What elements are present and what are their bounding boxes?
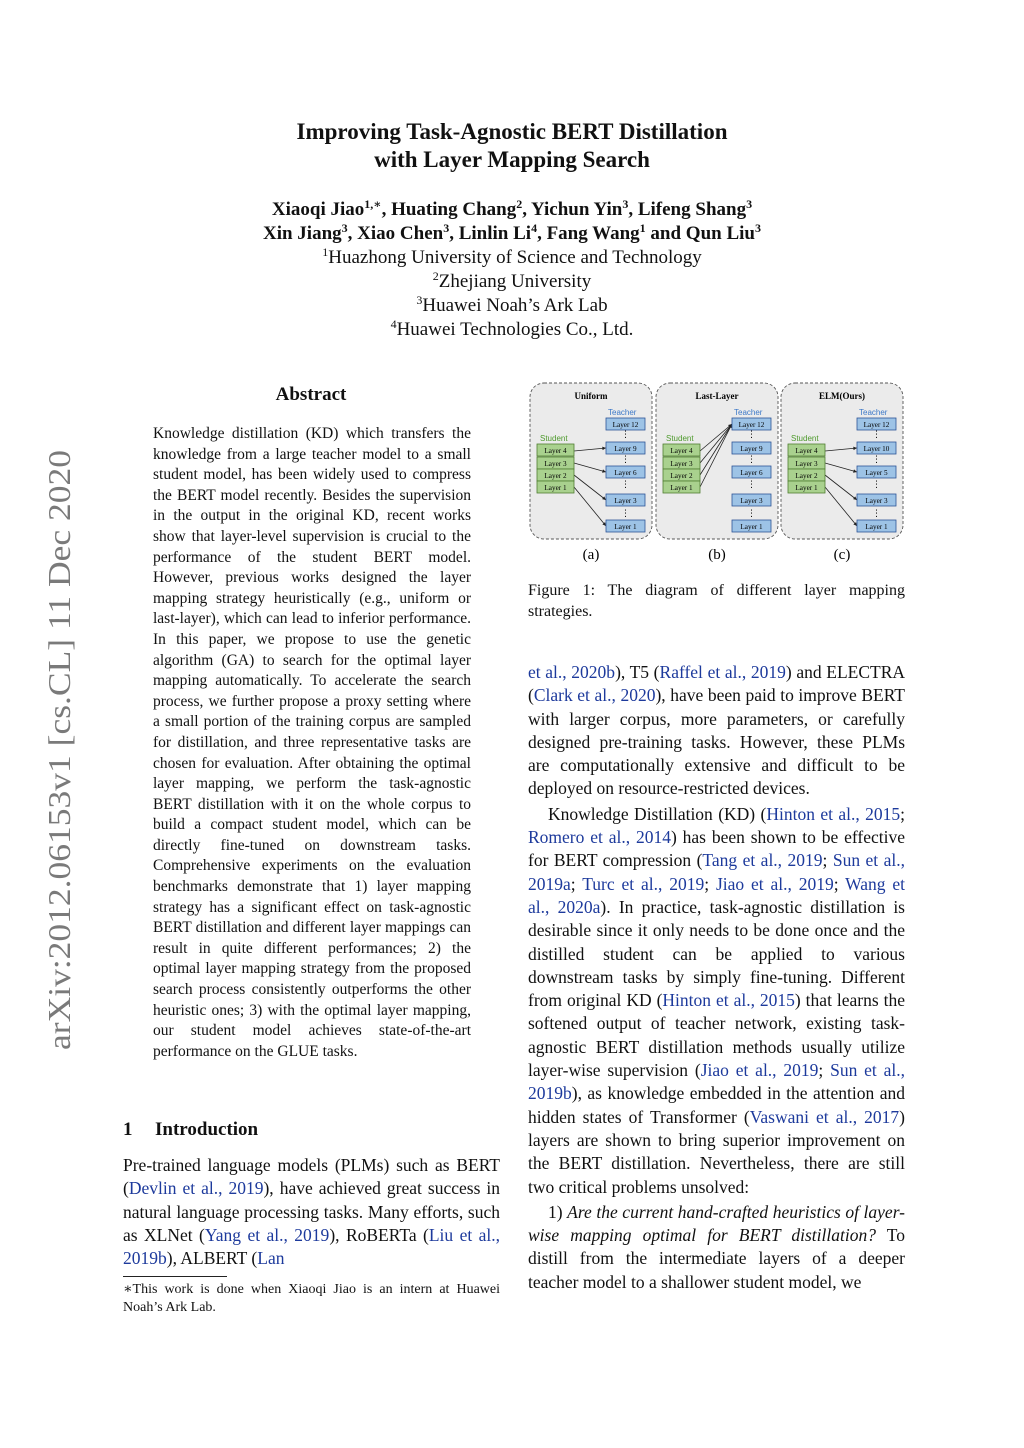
body-text: ) and ELECTRA ( [528, 662, 906, 706]
body-text: ; [570, 873, 583, 894]
student-layer-label: Layer 3 [544, 460, 567, 468]
teacher-layer-label: Layer 1 [865, 523, 888, 531]
author-name: , Fang Wang [537, 223, 640, 244]
ellipsis-dots: ⋮ [621, 455, 630, 465]
footnote-rule [123, 1276, 227, 1277]
citation-link[interactable]: Lan [257, 1248, 285, 1269]
student-layer-label: Layer 2 [544, 472, 567, 480]
citation-link[interactable]: et al., 2020b [528, 662, 616, 682]
ellipsis-dots: ⋮ [621, 430, 630, 440]
citation-link[interactable]: Tang et al., 2019 [702, 850, 823, 871]
body-text: ; [900, 803, 905, 824]
citation-link[interactable]: Jiao et al., 2019 [715, 873, 834, 894]
arxiv-identifier [26, 440, 86, 1060]
teacher-layer-label: Layer 3 [865, 497, 888, 505]
student-layer-label: Layer 1 [795, 484, 818, 492]
teacher-layer-label: Layer 3 [740, 497, 763, 505]
citation-link[interactable]: Raffel et al., 2019 [659, 662, 786, 682]
teacher-layer-label: Layer 1 [614, 523, 637, 531]
section-title: Introduction [155, 1119, 259, 1140]
teacher-layer-label: Layer 5 [865, 469, 888, 477]
teacher-layer-label: Layer 6 [614, 469, 637, 477]
teacher-layer-label: Layer 12 [612, 421, 639, 429]
citation-link[interactable]: Hinton et al., 2015 [662, 990, 795, 1011]
author-sup: 4 [531, 221, 538, 235]
abstract-body: Knowledge distillation (KD) which transfers the knowledge from a large teacher model to a small student model, has been widely used to compress the BERT model recently. Besides the supervision in the output in the original KD, recent works show that layer-level supervision is crucial to the performance of the student BERT model. However, previous works designed the layer mapping strategy heuristically (e.g., uniform or last-layer), which can lead to inferior performance. In this paper, we propose to use the genetic algorithm (GA) to search for the optimal layer mapping automatically. To accelerate the search process, we further propose a proxy setting where a small portion of the training corpus are sampled for distillation, and three representative tasks are chosen for evaluation. After obtaining the optimal layer mapping, we perform the task-agnostic BERT distillation with it on the whole corpus to build a compact student model, which can be directly fine-tuned on downstream tasks. Comprehensive experiments on the evaluation benchmarks demonstrate that 1) layer mapping strategy has a significant effect on task-agnostic BERT distillation and different layer mappings can result in quite different performances; 2) the optimal layer mapping strategy from the proposed search process consistently outperforms the other heuristic ones; 3) with the optimal layer mapping, our student model achieves state-of-the-art performance on the GLUE tasks. [153, 425, 471, 1060]
ellipsis-dots: ⋮ [747, 430, 756, 440]
teacher-layer-label: Layer 12 [738, 421, 765, 429]
author-list [150, 198, 874, 246]
citation-link[interactable]: Sun et al., 2019a [528, 850, 905, 894]
affiliation-sup: 3 [416, 293, 423, 307]
body-text: ; [822, 850, 833, 871]
student-label: Student [540, 434, 568, 443]
teacher-layer-label: Layer 12 [863, 421, 890, 429]
author-sup: 2 [516, 197, 523, 211]
student-layer-label: Layer 4 [544, 447, 567, 455]
ellipsis-dots: ⋮ [872, 509, 881, 519]
affiliation-4 [150, 318, 874, 342]
citation-link[interactable]: Jiao et al., 2019 [700, 1060, 819, 1081]
author-name: , Huating Chang [381, 199, 517, 220]
panel-label: (a) [582, 547, 600, 563]
affiliation-name: Zhejiang University [438, 271, 592, 292]
author-name: Xin Jiang [262, 223, 342, 244]
panel-label: (b) [708, 547, 726, 563]
student-layer-label: Layer 3 [795, 460, 818, 468]
affiliation-name: Huawei Noah’s Ark Lab [422, 295, 608, 316]
affiliation-name: Huawei Technologies Co., Ltd. [396, 319, 634, 340]
research-question: Are the current hand-crafted heuristics of layer-wise mapping optimal for BERT distillation? [528, 1201, 905, 1246]
citation-link[interactable]: Sun et al., 2019b [528, 1060, 905, 1104]
author-sup: 3 [341, 221, 348, 235]
title-line-1: Improving Task-Agnostic BERT Distillation [296, 119, 728, 144]
body-text: ), ALBERT ( [166, 1248, 258, 1269]
teacher-layer-label: Layer 10 [863, 445, 890, 453]
body-text: ), as knowledge embedded in the attention and hidden states of Transformer ( [528, 1083, 905, 1127]
author-name: , Xiao Chen [347, 223, 444, 244]
author-name: Xiaoqi Jiao [271, 199, 365, 220]
body-text: ; [818, 1060, 831, 1081]
intro-paragraph-3 [528, 1201, 905, 1294]
ellipsis-dots: ⋮ [747, 455, 756, 465]
ellipsis-dots: ⋮ [621, 509, 630, 519]
teacher-layer-label: Layer 9 [614, 445, 637, 453]
body-text: ) layers are shown to bring superior improvement on the BERT distillation. Nevertheless, there are still two critical problems unsolved: [528, 1106, 905, 1197]
author-sup: 1 [639, 221, 646, 235]
panel-title: Uniform [574, 391, 608, 401]
body-text: ) has been shown to be effective for BERT compression ( [528, 827, 906, 871]
affiliation-list [150, 246, 874, 342]
section-number: 1 [123, 1119, 133, 1140]
body-text: ), RoBERTa ( [329, 1224, 429, 1245]
figure-1 [528, 380, 906, 566]
ellipsis-dots: ⋮ [872, 430, 881, 440]
figure-caption: Figure 1: The diagram of different layer mapping strategies. [528, 582, 905, 620]
title-line-2: with Layer Mapping Search [374, 147, 650, 172]
section-heading-introduction [123, 1119, 258, 1141]
citation-link[interactable]: Vaswani et al., 2017 [749, 1106, 900, 1127]
citation-link[interactable]: Wang et al., 2020a [528, 873, 905, 917]
body-text: Knowledge Distillation (KD) ( [548, 803, 767, 824]
body-text: 1) [548, 1201, 568, 1222]
abstract-heading: Abstract [275, 384, 347, 405]
affiliation-3 [150, 294, 874, 318]
author-sup: 3 [622, 197, 629, 211]
panel-title: ELM(Ours) [819, 391, 865, 401]
affiliation-sup: 2 [432, 269, 439, 283]
footnote: ∗This work is done when Xiaoqi Jiao is an intern at Huawei Noah’s Ark Lab. [123, 1282, 500, 1315]
teacher-layer-label: Layer 1 [740, 523, 763, 531]
citation-link[interactable]: Devlin et al., 2019 [128, 1178, 264, 1199]
body-text: To distill from the intermediate layers of a deeper teacher model to a shallower student model, we [528, 1225, 905, 1292]
citation-link[interactable]: Clark et al., 2020 [533, 685, 656, 706]
author-name: , Lifeng Shang [628, 199, 747, 220]
body-text: ), have been paid to improve BERT with larger corpus, more parameters, or carefully designed pre-training tasks. However, these PLMs are computationally extensive and difficult to be deployed on resource-restricted devices. [528, 685, 906, 799]
student-layer-label: Layer 2 [670, 472, 693, 480]
ellipsis-dots: ⋮ [747, 509, 756, 519]
body-text: ), have achieved great success in natural language processing tasks. Many efforts, such as XLNet ( [123, 1178, 500, 1245]
author-sup: 3 [755, 221, 761, 235]
author-name: and Qun Liu [645, 223, 755, 244]
body-text: ) that learns the softened output of teacher network, existing task-agnostic BERT distillation methods usually utilize layer-wise supervision ( [528, 990, 905, 1081]
citation-link[interactable]: Liu et al., 2019b [123, 1224, 501, 1269]
citation-link[interactable]: Yang et al., 2019 [204, 1224, 330, 1245]
ellipsis-dots: ⋮ [747, 480, 756, 490]
intro-paragraph-1-cont [528, 661, 905, 801]
author-name: , Linlin Li [449, 223, 532, 244]
panel-title: Last-Layer [695, 391, 739, 401]
body-text: ; [704, 873, 716, 894]
ellipsis-dots: ⋮ [872, 480, 881, 490]
paper-title [150, 118, 874, 174]
student-label: Student [666, 434, 694, 443]
affiliation-2 [150, 270, 874, 294]
body-text: ), T5 ( [615, 662, 660, 682]
layer-mapping-diagram [528, 380, 906, 566]
affiliation-1 [150, 246, 874, 270]
student-layer-label: Layer 4 [795, 447, 818, 455]
arxiv-id-text: arXiv:2012.06153v1 [cs.CL] 11 Dec 2020 [41, 509, 77, 1050]
panel-label: (c) [833, 547, 851, 563]
intro-paragraph-2 [528, 803, 905, 1199]
student-label: Student [791, 434, 819, 443]
affiliation-sup: 1 [322, 245, 329, 259]
ellipsis-dots: ⋮ [872, 455, 881, 465]
teacher-label: Teacher [608, 408, 637, 417]
author-sup: 1,∗ [364, 197, 382, 211]
author-name: , Yichun Yin [522, 199, 623, 220]
citation-link[interactable]: Hinton et al., 2015 [766, 803, 901, 824]
teacher-layer-label: Layer 6 [740, 469, 763, 477]
author-sup: 3 [746, 197, 753, 211]
citation-link[interactable]: Turc et al., 2019 [582, 873, 705, 894]
intro-left-column [123, 1154, 500, 1270]
teacher-label: Teacher [734, 408, 763, 417]
student-layer-label: Layer 2 [795, 472, 818, 480]
student-layer-label: Layer 1 [544, 484, 567, 492]
teacher-layer-label: Layer 9 [740, 445, 763, 453]
intro-right-column [528, 661, 905, 1294]
affiliation-name: Huazhong University of Science and Technology [328, 247, 702, 268]
author-sup: 3 [443, 221, 450, 235]
author-line-2 [150, 222, 874, 246]
student-layer-label: Layer 4 [670, 447, 693, 455]
body-text: ; [833, 873, 846, 894]
student-layer-label: Layer 3 [670, 460, 693, 468]
teacher-layer-label: Layer 3 [614, 497, 637, 505]
teacher-label: Teacher [859, 408, 888, 417]
intro-paragraph-1 [123, 1154, 500, 1270]
affiliation-sup: 4 [390, 317, 397, 331]
citation-link[interactable]: Romero et al., 2014 [528, 827, 671, 848]
body-text: ). In practice, task-agnostic distillation is desirable since it only needs to be done once and the distilled student can be applied to various downstream tasks by simply fine-tuning. Different from original KD ( [528, 896, 905, 1011]
student-layer-label: Layer 1 [670, 484, 693, 492]
body-text: Pre-trained language models (PLMs) such as BERT ( [123, 1155, 500, 1199]
author-line-1 [150, 198, 874, 222]
ellipsis-dots: ⋮ [621, 480, 630, 490]
